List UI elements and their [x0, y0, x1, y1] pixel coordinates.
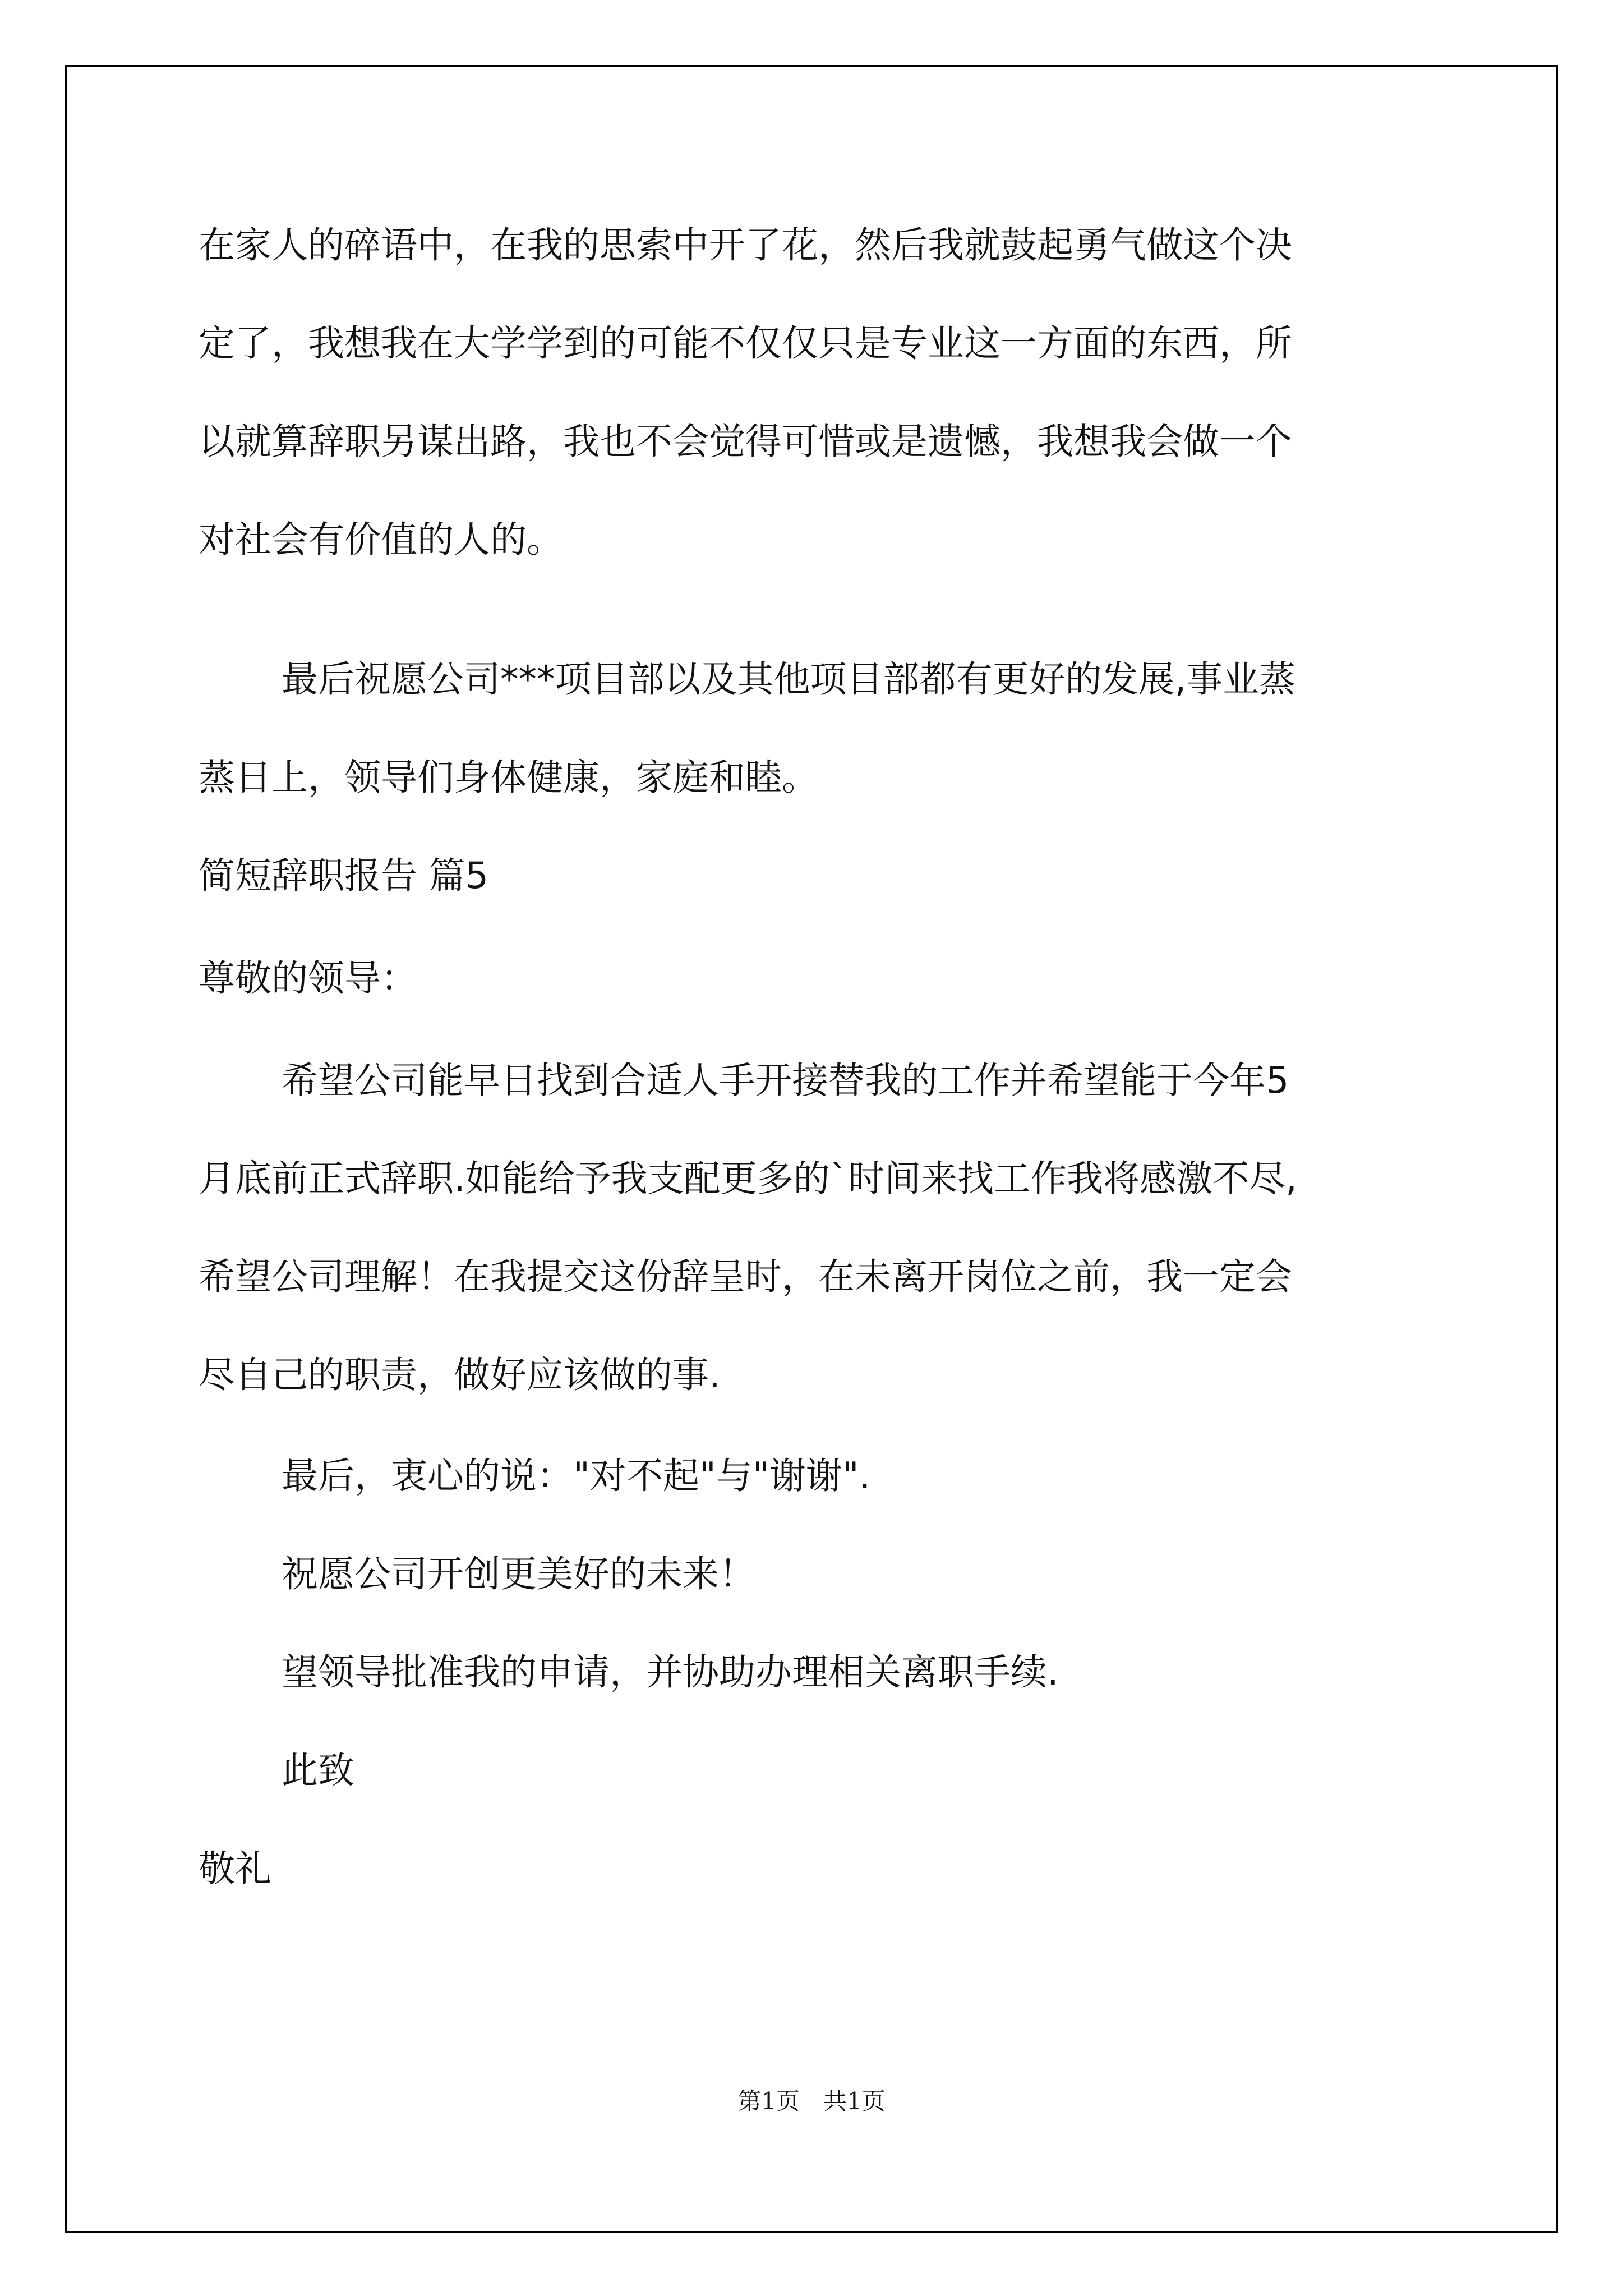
body-line-6: 蒸日上，领导们身体健康，家庭和睦。: [199, 757, 819, 799]
section-heading: 简短辞职报告 篇5: [199, 855, 489, 897]
closing-jingli: 敬礼: [199, 1848, 272, 1890]
closing-cizhi: 此致: [282, 1750, 355, 1792]
body-line-2: 定了，我想我在大学学到的可能不仅仅只是专业这一方面的东西，所: [199, 323, 1293, 365]
paragraph-wishes: 祝愿公司开创更美好的未来！: [282, 1553, 756, 1595]
body-line-10: 月底前正式辞职.如能给予我支配更多的`时间来找工作我将感激不尽,: [199, 1158, 1297, 1200]
body-line-1: 在家人的碎语中，在我的思索中开了花，然后我就鼓起勇气做这个决: [199, 224, 1293, 266]
body-line-11: 希望公司理解！在我提交这份辞呈时，在未离开岗位之前，我一定会: [199, 1256, 1293, 1298]
body-line-3: 以就算辞职另谋出路，我也不会觉得可惜或是遗憾，我想我会做一个: [199, 421, 1293, 463]
page-frame: [65, 65, 1558, 2233]
paragraph-closing-wishes: 最后祝愿公司***项目部以及其他项目部都有更好的发展,事业蒸: [282, 659, 1296, 701]
paragraph-request: 希望公司能早日找到合适人手开接替我的工作并希望能于今年5: [282, 1060, 1289, 1102]
salutation: 尊敬的领导：: [199, 958, 418, 1000]
paragraph-thanks: 最后，衷心的说："对不起"与"谢谢".: [282, 1455, 871, 1497]
body-line-12: 尽自己的职责，做好应该做的事.: [199, 1354, 721, 1396]
paragraph-approval: 望领导批准我的申请，并协助办理相关离职手续.: [282, 1651, 1059, 1694]
page-footer: 第1页 共1页: [737, 2087, 886, 2115]
body-line-4: 对社会有价值的人的。: [199, 519, 564, 561]
